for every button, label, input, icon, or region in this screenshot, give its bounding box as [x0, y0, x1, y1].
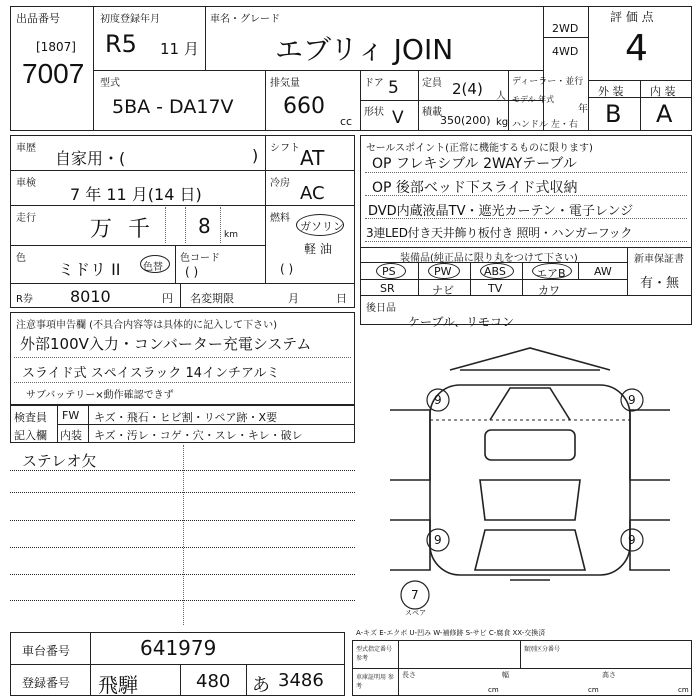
- mileage-sen: 千: [128, 217, 151, 242]
- equip-ps: PS: [382, 265, 396, 278]
- length-label: 長さ: [402, 671, 416, 679]
- divider: [578, 262, 579, 279]
- spare-mark: 7: [411, 588, 419, 602]
- tire-fl: 9: [434, 393, 442, 407]
- length-unit: cm: [488, 686, 499, 694]
- legend-cell-2: 類別区分番号: [524, 646, 561, 653]
- divider: [352, 668, 692, 669]
- mileage-label: 走行: [16, 213, 36, 224]
- rename-month: 月: [288, 292, 299, 305]
- equipment-label: 装備品(純正品に限り丸をつけて下さい): [400, 253, 578, 264]
- notes-label: 注意事項申告欄 (不具合内容等は具体的に記入して下さい): [16, 320, 277, 331]
- lot-sub: [1807]: [36, 40, 76, 54]
- capacity-label: 定員: [422, 78, 442, 89]
- drive-2wd: 2WD: [552, 22, 579, 35]
- model-year-label: モデル 年式: [512, 95, 555, 104]
- model-label: 型式: [100, 78, 120, 89]
- divider: [10, 283, 355, 284]
- divider: [10, 520, 355, 521]
- recycle-unit: 円: [162, 292, 173, 305]
- equip-pw: PW: [434, 265, 452, 278]
- score-label: 評 価 点: [610, 10, 654, 24]
- divider: [543, 6, 544, 131]
- mileage-man: 万: [90, 217, 113, 242]
- divider: [265, 135, 266, 283]
- first-reg-value: R5: [105, 30, 137, 58]
- divider: [360, 247, 692, 248]
- ac-value: AC: [300, 183, 325, 204]
- divider: [360, 295, 692, 296]
- divider: [205, 6, 206, 70]
- legend-cell-1: 型式指定番号 参考: [356, 646, 393, 662]
- selling-points-label: セールスポイント(正常に機能するものに限ります): [366, 143, 593, 154]
- name-label: 車名・グレード: [210, 14, 280, 25]
- inspector-label-2: 記入欄: [14, 429, 47, 442]
- divider: [10, 470, 355, 471]
- divider: [640, 80, 641, 131]
- divider: [10, 600, 355, 601]
- doors-label: ドア: [364, 78, 384, 89]
- year-unit: 年: [578, 104, 588, 115]
- damage-legend: A-キズ E-エクボ U-凹み W-補修跡 S-サビ C-腐食 XX-交換済: [356, 629, 546, 637]
- equip-airbag: エアB: [536, 267, 566, 280]
- fuel-gas: ガソリン: [300, 220, 344, 233]
- ac-label: 冷房: [270, 178, 290, 189]
- int-label: 内装: [60, 429, 82, 442]
- equip-sr: SR: [380, 282, 395, 295]
- interior-grade: A: [656, 100, 673, 128]
- shape-value: V: [392, 108, 404, 128]
- color-value: ミドリ II: [58, 260, 121, 279]
- car-diagram: [370, 340, 690, 620]
- rename-day: 日: [336, 292, 347, 305]
- divider: [93, 6, 94, 131]
- divider: [165, 207, 166, 243]
- fw-items: キズ・飛石・ヒビ割・リペア跡・X要: [94, 411, 278, 424]
- note-2: スライド式 スペイスラック 14インチアルミ: [22, 366, 280, 381]
- doors-value: 5: [388, 78, 399, 98]
- shift-value: AT: [300, 146, 325, 170]
- displacement-label: 排気量: [270, 78, 300, 89]
- handle-label: ハンドル 左・右: [512, 120, 578, 130]
- note-3: サブバッテリー×動作確認できず: [26, 390, 174, 401]
- fuel-paren: ( ): [280, 262, 294, 276]
- load-label: 積載: [422, 107, 442, 118]
- selling-point-4: 3連LED付き天井飾り板付き 照明・ハンガーフック: [366, 226, 633, 240]
- inspection-value: 7 年 11 月(14 日): [70, 185, 202, 204]
- first-reg-month: 11 月: [160, 40, 199, 58]
- divider: [470, 262, 471, 295]
- color-sub: 色替: [143, 262, 163, 273]
- displacement-unit: cc: [340, 115, 353, 128]
- tire-rl: 9: [434, 533, 442, 547]
- equip-leather: カワ: [538, 284, 560, 297]
- divider: [183, 445, 184, 625]
- divider: [180, 664, 181, 696]
- divider: [246, 664, 247, 696]
- divider: [365, 241, 687, 242]
- dealer-label: ディーラー・並行: [512, 77, 584, 87]
- divider: [522, 262, 523, 295]
- inspector-note: ステレオ欠: [22, 452, 97, 470]
- inspector-label: 検査員: [14, 411, 47, 424]
- divider: [93, 70, 543, 71]
- divider: [360, 279, 627, 280]
- lot-number: 7007: [22, 58, 85, 89]
- capacity-unit: 人: [496, 91, 506, 102]
- displacement-value: 660: [283, 94, 325, 119]
- inspection-label: 車検: [16, 178, 36, 189]
- exterior-label: 外 装: [598, 85, 624, 98]
- height-label: 高さ: [602, 671, 616, 679]
- height-unit: cm: [678, 686, 689, 694]
- load-value: 350(200): [440, 114, 491, 127]
- rear-seat-value: ケーブル、リモコン: [408, 315, 514, 329]
- first-reg-label: 初度登録年月: [100, 14, 160, 25]
- divider: [520, 640, 521, 668]
- int-items: キズ・汚レ・コゲ・穴・スレ・キレ・破レ: [94, 429, 303, 442]
- history-close: ): [252, 146, 259, 165]
- divider: [10, 170, 355, 171]
- tire-fr: 9: [628, 393, 636, 407]
- divider: [10, 547, 355, 548]
- note-1: 外部100V入力・コンバーター充電システム: [20, 335, 312, 353]
- equip-tv: TV: [488, 282, 503, 295]
- color-label: 色: [16, 253, 26, 264]
- shift-label: シフト: [270, 143, 300, 154]
- reg-class: 480: [196, 671, 231, 692]
- divider: [220, 207, 221, 243]
- divider: [10, 664, 345, 665]
- rear-seat-label: 後日品: [366, 303, 396, 314]
- divider: [10, 205, 355, 206]
- selling-point-2: OP 後部ベッド下スライド式収納: [372, 180, 578, 196]
- mileage-unit: km: [224, 230, 238, 240]
- chassis-value: 641979: [140, 636, 217, 660]
- reg-kana: あ: [252, 675, 270, 696]
- rename-label: 名変期限: [190, 292, 234, 305]
- fw-label: FW: [62, 409, 80, 422]
- chassis-label: 車台番号: [22, 644, 71, 658]
- divider: [10, 492, 355, 493]
- load-unit: kg: [496, 117, 509, 128]
- divider: [175, 245, 176, 283]
- car-name: エブリィ JOIN: [275, 33, 454, 66]
- mileage-value: 8: [198, 214, 211, 238]
- divider: [185, 207, 186, 243]
- divider: [10, 245, 265, 246]
- color-code-paren: ( ): [185, 265, 199, 279]
- color-code-label: 色コード: [180, 253, 220, 264]
- divider: [265, 70, 266, 131]
- warranty-value: 有・無: [640, 276, 680, 291]
- divider: [418, 262, 419, 295]
- equip-navi: ナビ: [432, 284, 454, 297]
- width-label: 幅: [502, 671, 509, 679]
- divider: [10, 574, 355, 575]
- fuel-light: 軽 油: [304, 242, 332, 256]
- divider: [543, 37, 588, 38]
- equip-abs: ABS: [484, 265, 506, 278]
- selling-point-3: DVD内蔵液晶TV・遮光カーテン・電子レンジ: [368, 204, 634, 219]
- score-value: 4: [625, 28, 648, 69]
- width-unit: cm: [588, 686, 599, 694]
- capacity-value: 2(4): [452, 80, 483, 98]
- warranty-label: 新車保証書: [634, 254, 684, 265]
- recycle-value: 8010: [70, 287, 111, 306]
- divider: [588, 6, 589, 131]
- model-value: 5BA - DA17V: [112, 96, 234, 118]
- divider: [398, 640, 399, 696]
- divider: [14, 357, 351, 358]
- exterior-grade: B: [605, 100, 622, 128]
- drive-4wd: 4WD: [552, 45, 579, 58]
- history-label: 車歴: [16, 143, 36, 154]
- fuel-label: 燃料: [270, 213, 290, 224]
- tire-rr: 9: [628, 533, 636, 547]
- lot-label: 出品番号: [16, 12, 60, 25]
- interior-label: 内 装: [650, 85, 676, 98]
- reg-number: 3486: [278, 670, 324, 691]
- shape-label: 形状: [364, 107, 384, 118]
- divider: [14, 382, 351, 383]
- equip-aw: AW: [594, 265, 612, 278]
- reg-label: 登録番号: [22, 676, 71, 690]
- selling-point-1: OP フレキシブル 2WAYテーブル: [372, 156, 577, 172]
- reg-area: 飛騨: [98, 673, 138, 697]
- recycle-label: R券: [16, 294, 33, 305]
- spare-label: スペア: [405, 609, 426, 617]
- legend-cell-3: 車庫証明用 参考: [356, 674, 394, 690]
- divider: [627, 247, 628, 295]
- history-value: 自家用・(: [55, 149, 126, 168]
- divider: [180, 283, 181, 308]
